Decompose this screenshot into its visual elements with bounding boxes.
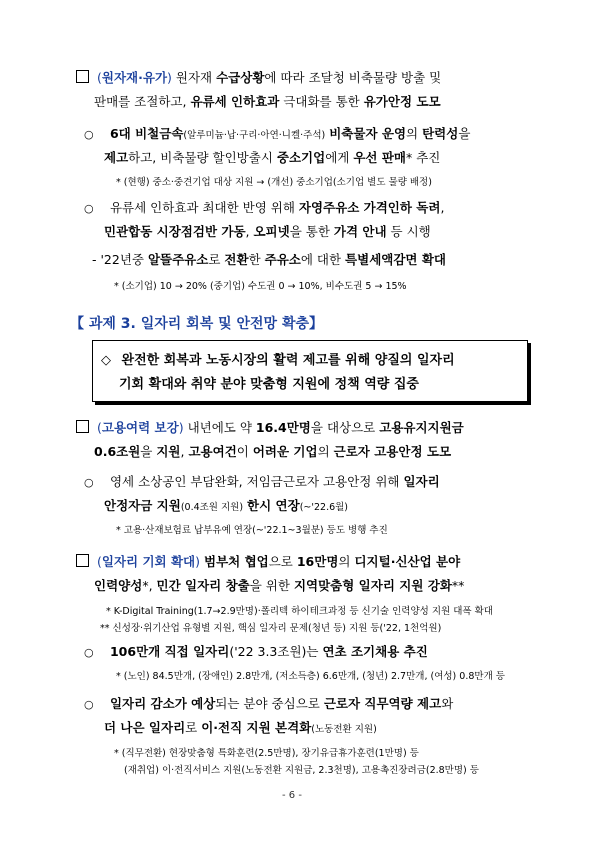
section-1b-item	[84, 198, 444, 216]
text-segment: 로	[208, 252, 225, 267]
section-3a-note: * (노인) 84.5만개, (장애인) 2.8만개, (저소득층) 6.6만개, (청년) 2.7만개, (여성) 0.8만개 등	[116, 671, 505, 682]
goal-line-1	[101, 349, 455, 368]
text-segment: 의	[317, 444, 334, 459]
text-segment: 등 시행	[386, 224, 431, 239]
text-segment: ,	[440, 200, 445, 215]
text-segment: 는	[306, 644, 323, 659]
text-segment: 근로자 직무역량 제고	[323, 696, 442, 711]
text-segment: **	[451, 578, 465, 593]
section-3-line-2	[94, 576, 464, 594]
section-1b-note: * (소기업) 10 → 20% (중기업) 수도권 0 → 10%, 비수도권 5 → 15%	[114, 281, 407, 292]
text-segment: 원자재·유가	[101, 70, 168, 85]
section-1b-dash	[92, 250, 446, 268]
section-3b-note-1: * (직무전환) 현장맞춤형 특화훈련(2.5만명), 장기유급휴가훈련(1만명) 등	[114, 748, 419, 759]
circle-bullet-icon: ○	[84, 476, 94, 489]
text-segment: 인력양성	[94, 578, 143, 593]
text-segment: 가격 안내	[333, 224, 387, 239]
text-segment: 디지털·신산업 분야	[354, 554, 461, 569]
text-segment: 을	[458, 126, 471, 141]
section-2a-note: * 고용·산재보험료 납부유예 연장(~'22.1~3월분) 등도 병행 추진	[116, 525, 388, 536]
text-segment: 을 통한	[289, 224, 334, 239]
text-segment: 고용여력 보강	[101, 420, 179, 435]
text-segment: *,	[142, 578, 157, 593]
section-1-heading	[76, 68, 441, 86]
task-title: 【 과제 3. 일자리 회복 및 안전망 확충】	[70, 316, 323, 332]
text-segment: 일자리	[403, 474, 440, 489]
text-segment: 에게	[325, 150, 354, 165]
section-3b-note-2: (재취업) 이·전직서비스 지원(노동전환 지원금, 2.3천명), 고용촉진장려금(2.8만명) 등	[124, 765, 479, 776]
text-segment: 민간 일자리 창출	[156, 578, 250, 593]
text-segment: )	[178, 420, 184, 435]
text-segment: 주유소	[264, 252, 301, 267]
text-segment: 우선 판매	[353, 150, 406, 165]
circle-bullet-icon: ○	[84, 128, 94, 141]
text-segment: 16.4만명	[255, 420, 311, 435]
text-segment: 로	[185, 720, 202, 735]
text-segment: 양질의 일자리	[374, 353, 455, 368]
text-segment: 에 대한	[300, 252, 346, 267]
text-segment: 원자재	[171, 70, 217, 85]
text-segment: 정책 역량 집중	[334, 377, 419, 392]
text-segment: (	[97, 420, 102, 435]
text-segment: (알루미늄·납·구리·아연·니켈·주석)	[183, 130, 326, 141]
section-2-line-2	[94, 442, 451, 460]
text-segment: ('22 3.3조원)	[229, 644, 307, 659]
text-segment: 자영주유소 가격인하 독려	[298, 200, 441, 215]
circle-bullet-icon: ○	[84, 202, 94, 215]
text-segment: 와	[173, 377, 191, 392]
text-segment: 에	[317, 377, 335, 392]
text-segment: 비축물자 운영	[329, 126, 407, 141]
text-segment: * 추진	[405, 150, 441, 165]
text-segment: 의	[406, 126, 423, 141]
text-segment: 더 나은 일자리	[104, 720, 186, 735]
text-segment: 중소기업	[276, 150, 326, 165]
text-segment: 내년에도 약	[183, 420, 256, 435]
text-segment: ,	[180, 444, 189, 459]
section-1a-item	[84, 124, 470, 142]
text-segment: 유가안정 도모	[363, 94, 441, 109]
text-segment: 연초 조기채용 추진	[322, 644, 428, 659]
text-segment: 을 대상으로	[310, 420, 380, 435]
text-segment: 를 위해	[328, 353, 375, 368]
text-segment: 유류세 인하효과	[190, 94, 280, 109]
text-segment: (노동전환 지원)	[311, 724, 377, 735]
square-bullet-icon	[76, 554, 89, 567]
text-segment: 알뜰주유소	[147, 252, 209, 267]
text-segment: 의	[338, 554, 355, 569]
text-segment: (	[97, 554, 102, 569]
text-segment: 에 따라 조달청 비축물량 방출 및	[264, 70, 442, 85]
text-segment: 제고	[104, 150, 129, 165]
section-2a-item	[84, 472, 440, 490]
section-2-heading	[76, 418, 464, 436]
text-segment: 근로자 고용안정 도모	[333, 444, 452, 459]
text-segment: 기회 확대	[119, 377, 174, 392]
section-1a-note: * (현행) 중소·중견기업 대상 지원 → (개선) 중소기업(소기업 별도 물량 배정)	[116, 177, 432, 188]
text-segment: 과	[188, 353, 206, 368]
section-3-note-1: * K-Digital Training(1.7→2.9만명)·폴리텍 하이테크과정 등 신기술 인력양성 지원 대폭 확대	[106, 606, 493, 617]
text-segment: 완전한 회복	[121, 353, 189, 368]
text-segment: 어려운 기업	[252, 444, 318, 459]
section-1a-line-2	[104, 148, 440, 166]
text-segment: (	[97, 70, 102, 85]
text-segment: 16만명	[296, 554, 339, 569]
section-3b-line-2	[104, 718, 377, 736]
text-segment: 영세 소상공인 부담완화, 저임금근로자 고용안정 위해	[109, 474, 404, 489]
text-segment: 0.6조원	[94, 444, 141, 459]
text-segment: 되는 분야 중심으로	[215, 696, 324, 711]
section-1-line-2	[94, 92, 441, 110]
text-segment: 탄력성	[422, 126, 459, 141]
text-segment: 지원	[156, 444, 181, 459]
text-segment: 오피넷	[253, 224, 290, 239]
section-3-heading	[76, 552, 460, 570]
text-segment: (~'22.6월)	[299, 502, 349, 513]
section-3-note-2: ** 신성장·위기산업 유형별 지원, 핵심 일자리 문제(청년 등) 지원 등('22, 1천억원)	[100, 623, 442, 634]
text-segment: 유류세 인하효과 최대한 반영 위해	[109, 200, 299, 215]
text-segment: 이	[236, 444, 253, 459]
text-segment: 고용유지지원금	[379, 420, 464, 435]
page-number: - 6 -	[282, 790, 302, 801]
text-segment: 을 위한	[249, 578, 294, 593]
text-segment: )	[195, 554, 201, 569]
square-bullet-icon	[76, 70, 89, 83]
circle-bullet-icon: ○	[84, 646, 94, 659]
text-segment: 6대 비철금속	[109, 126, 184, 141]
text-segment: 이·전직 지원 본격화	[201, 720, 312, 735]
text-segment: ,	[245, 224, 254, 239]
text-segment: 와	[441, 696, 454, 711]
text-segment: )	[167, 70, 172, 85]
text-segment: 극대화를 통한	[279, 94, 364, 109]
text-segment: 고용여건	[188, 444, 237, 459]
section-3b-item	[84, 694, 453, 712]
text-segment: 안정자금 지원	[104, 498, 181, 513]
square-bullet-icon	[76, 420, 89, 433]
text-segment: 수급상황	[216, 70, 265, 85]
text-segment: - '22년중	[92, 252, 148, 267]
text-segment: 하고, 비축물량 할인방출시	[128, 150, 277, 165]
text-segment: 한	[248, 252, 265, 267]
text-segment: 전환	[224, 252, 249, 267]
circle-bullet-icon: ○	[84, 698, 94, 711]
diamond-icon: ◇	[101, 353, 111, 368]
text-segment: 범부처 협업	[204, 554, 269, 569]
text-segment: 106만개 직접 일자리	[109, 644, 230, 659]
section-1b-line-2	[104, 222, 431, 240]
text-segment: 노동시장의 활력 제고	[205, 353, 329, 368]
section-3a-item	[84, 642, 428, 660]
text-segment: 특별세액감면 확대	[345, 252, 446, 267]
text-segment: 일자리 기회 확대	[101, 554, 196, 569]
text-segment: 을	[140, 444, 157, 459]
text-segment: 취약 분야 맞춤형 지원	[190, 377, 318, 392]
goal-box	[92, 340, 528, 402]
text-segment: (0.4조원 지원)	[180, 502, 244, 513]
text-segment: 지역맞춤형 일자리 지원 강화	[293, 578, 452, 593]
text-segment: 판매를 조절하고,	[94, 94, 191, 109]
text-segment: 한시 연장	[247, 498, 300, 513]
goal-line-2	[119, 373, 419, 392]
text-segment: 일자리 감소가 예상	[109, 696, 216, 711]
section-2a-line-2	[104, 496, 348, 514]
text-segment: 민관합동 시장점검반 가동	[104, 224, 246, 239]
text-segment: 으로	[268, 554, 297, 569]
